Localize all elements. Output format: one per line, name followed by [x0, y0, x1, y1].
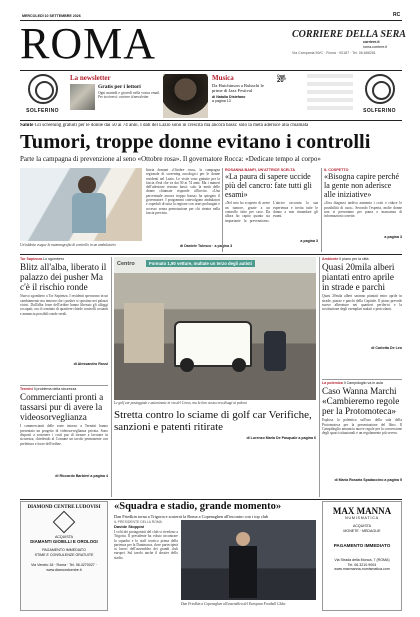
ad-left-buy: ACQUISTA [54, 535, 74, 539]
centro-label: Centro [117, 261, 135, 267]
newsletter-text: Gratis per i lettori [98, 84, 141, 90]
centro-author: di Lorenzo Maria De Pasquale [246, 436, 298, 440]
ad-right-address: Via Strada della Monca, 7 (ROMA) [334, 558, 390, 563]
centro-banner [114, 257, 316, 273]
photo-building [124, 303, 164, 363]
weather-temp: 20° [277, 78, 287, 85]
ad-left-pay: PAGAMENTO IMMEDIATO [42, 548, 86, 553]
commercianti-title: Commercianti pronti a tassarsi pur di avere la videosorveglianza [20, 392, 104, 423]
solferino-logo-icon-right [365, 74, 395, 104]
squadra-caption: Dan Friedkin a Copenaghen all'assemblea del European Football Clubs [181, 602, 286, 606]
sponsor-left[interactable] [20, 72, 65, 118]
ad-right-phone: Tel. 06.3210.9004 [347, 562, 377, 567]
diamond-icon [53, 511, 76, 534]
col3-article[interactable] [324, 168, 402, 252]
wheel-icon-2 [232, 358, 246, 372]
main-subheadline: Parte la campagna di prevenzione al seno «Ottobre rosa». Il governatore Rocca: «Dedicate tempo al corpo» [20, 155, 321, 163]
col2-kicker: ROSANNA BANFI, UN'ATTRICE SCELTA [225, 168, 295, 172]
kicker-text: Gli screening gratuiti per le donne dai 50 ai 74 anni. I dati del Lazio sono in crescita ma ancora bassi: solo la metà aderisce alla chiamata [34, 123, 309, 128]
squadra-byline: IL PRESIDENTE DELLA ROMA Davide Stoppini [114, 520, 162, 529]
tor-sapienza-article[interactable]: Tor Sapienza Lo sgombero Blitz all'alba, liberato il palazzo dei pusher Ma c'è il rischio ronde Nuovo sgombero a Tor Sapienza. I residenti speravano in un cambiamento ma temono che i pusher si spostino nei palazzi vicini. Dall'alba forze dell'ordine hanno liberato gli alloggi occupati; ora il comitato di quartiere chiede controlli costanti e annuncia possibili ronde serali. di Alessandro Rossi [20, 257, 108, 367]
weather-box [277, 74, 355, 118]
main-headline[interactable]: Tumori, troppe donne evitano i controlli [20, 131, 371, 153]
music-text: Da Hutchinson a Rubachi le prime di Jazz Festival [212, 83, 264, 94]
col3-title: «Bisogna capire perché la gente non aderisce alle iniziative» [324, 172, 400, 199]
col2-title: «La paura di sapere uccide più del cancro: fate tutti gli esami» [225, 172, 312, 199]
photo-figure-body [72, 193, 106, 233]
squadra-article[interactable] [114, 501, 316, 611]
col2-body: «Nel mio ho scoperto di avere un tumore, grazie a un controllo fatto per caso. Da allora ho capito quanto sia importante la prevenzione». L'attrice racconta la sua esperienza e invita tutte le donne a non rimandare gli esami. [225, 201, 318, 223]
ambiente-title: Quasi 20mila alberi piantati entro aprile in strade e parchi [322, 262, 395, 293]
ad-max-manna[interactable] [322, 501, 402, 611]
sponsor-right-label: SOLFERINO [363, 108, 396, 114]
music-author: di Natalia Distefano [212, 94, 246, 99]
tor-author: di Alessandro Rossi [73, 362, 108, 367]
caso-body: Esplosa la polemica sull'uso della sala della Protomoteca per la presentazione del libro. Il Campidoglio annuncia nuove regole per la concessione degli spazi istituzionali e un regolamento più severo. [322, 418, 402, 436]
newsletter-sub: Ogni martedì e giovedì nella vostra email. Per iscriversi: corriere.it/newsletter [98, 91, 160, 100]
ad-right-sub: NUMISMATICA [345, 516, 379, 520]
squadra-sub: Dan Friedkin torna a Trigoria e sosterrà la Roma a Copenaghen all'incontro con i top club [114, 513, 269, 519]
weather-table [307, 74, 353, 114]
corner-mark: RC [393, 12, 401, 18]
lead-photo [20, 168, 142, 241]
friedkin-photo [181, 520, 316, 600]
music-portrait [163, 74, 208, 118]
squadra-body: I volti dei protagonisti del club si rivedono a Trigoria. Il presidente ha voluto incontrare la squadra e lo staff tecnico prima della partenza per la Danimarca, dove parteciperà ai lavori dell'assemblea dei grandi club europei. Sul tavolo anche il dossier dello stadio. [114, 530, 178, 560]
lead-page: di Daniele Tolesco · a pagina 3 [180, 244, 233, 248]
issue-date: MERCOLEDÌ 10 SETTEMBRE 2026 [22, 14, 81, 18]
paper-name: CORRIERE DELLA SERA [292, 29, 406, 40]
golf-photo-caption: Le golf car posteggiate e autorizzate in via del Corso, ma la loro sosta crea disagi ai pedoni [114, 401, 247, 405]
ad-right-title: MAX MANNA [332, 506, 392, 516]
col2-page: a pagina 3 [300, 239, 318, 244]
col2-article[interactable] [225, 168, 318, 252]
site-link[interactable]: corriere.it [363, 40, 380, 44]
centro-tag: Formato 1,90 vetture, multate un terzo degli autisti [146, 260, 255, 267]
commercianti-article[interactable]: Termini Il problema della sicurezza Commercianti pronti a tassarsi pur di avere la videosorveglianza I commercianti delle zone intorno a Termini hanno presentato un progetto di videosorveglianza privata. Sono disposti a sostenere i costi pur di tornare a lavorare in sicurezza, chiedendo al Comune un tavolo permanente con prefettura e forze dell'ordine. di Riccardo Barbieri a pagina 4 [20, 387, 108, 479]
lead-body: Inizia domani «Ottobre rosa», la campagna regionale di screening oncologici per le donne residenti nel Lazio. Le visite sono gratuite per la fascia d'età che va dai 50 ai 74 anni. Ma i numeri dell'adesione restano bassi: solo la metà delle donne chiamate risponde all'invito. «Una percentuale ancora troppo bassa» ha spiegato il governatore. I programmi coinvolgono ambulatori e ospedali di tutta la regione con orari prolungati e accesso senza prenotazione per chi rientra nella fascia prevista. [146, 168, 220, 215]
ad-right-web[interactable]: www.maxmanna-numismatica.com [334, 567, 390, 572]
music-promo[interactable] [212, 74, 274, 118]
centro-page: a pagina 6 [298, 436, 316, 440]
photo-head [236, 532, 250, 546]
photo-figure [78, 176, 96, 194]
weather-label: Oggi [277, 74, 286, 78]
golf-car-photo [114, 273, 316, 400]
lead-kicker [20, 123, 402, 128]
ad-left-address: Via Veneto 18 · Roma · Tel. 06.4270027 · www.diamondcentre.it [31, 563, 97, 572]
sponsor-left-label: SOLFERINO [26, 108, 59, 114]
col3-kicker: IL COSPETTO [324, 168, 349, 172]
site-sub-link[interactable]: roma.corriere.it [363, 45, 388, 49]
lead-photo-caption: Un'addetta esegue la mammografia di controllo in un ambulatorio [20, 243, 116, 247]
ad-left-service: STIME E CONSULENZE GRATUITE [34, 552, 94, 557]
music-page: a pagina 13 [212, 99, 231, 104]
newsletter-image [70, 84, 95, 110]
masthead-address: Via Campania 59/C · Roma · 00187 · Tel. 06.688281 [292, 51, 376, 55]
col3-page: a pagina 3 [384, 235, 402, 240]
ambiente-body: Quasi 20mila alberi saranno piantati entro aprile in strade, piazze e parchi della Capitale. Il piano prevede nuove alberature nei quartieri periferici e la sostituzione degli esemplari malati o pericolanti. [322, 294, 402, 312]
squadra-title: «Squadra e stadio, grande momento» [114, 501, 282, 512]
col3-body: «Una diagnosi tardiva aumenta i costi e riduce le possibilità di cura». Secondo l'esperta, molte donne non si presentano per paura o mancanza di informazioni corrette. [324, 201, 402, 219]
photo-person [264, 331, 286, 371]
ad-right-pay: PAGAMENTO IMMEDIATO [333, 543, 391, 549]
ad-left-items: DIAMANTI GIOIELLI E OROLOGI [30, 539, 98, 545]
newsletter-title: La newsletter [70, 74, 111, 82]
kicker-label: Salute [20, 123, 34, 128]
ambiente-article[interactable]: Ambiente Il piano per la città Quasi 20mila alberi piantati entro aprile in strade e parchi Quasi 20mila alberi saranno piantati entro aprile in strade, piazze e parchi della Capitale. Il piano prevede nuove alberature nei quartieri periferici e la sostituzione degli esemplari malati o pericolanti. di Carlotta De Leo [322, 257, 402, 351]
caso-title: Caso Wanna Marchi «Cambieremo regole per la Protomoteca» [322, 386, 400, 417]
ad-diamond-centre[interactable] [20, 501, 108, 611]
wheel-icon [180, 358, 194, 372]
solferino-logo-icon [28, 74, 58, 104]
tor-body: Nuovo sgombero a Tor Sapienza. I residenti speravano in un cambiamento ma temono che i pusher si spostino nei palazzi vicini. Dall'alba forze dell'ordine hanno liberato gli alloggi occupati; ora il comitato di quartiere chiede controlli costanti e annuncia possibili ronde serali. [20, 294, 108, 316]
centro-headline[interactable]: Stretta contro lo sciame di golf car Verifiche, sanzioni e patenti ritirate [114, 409, 312, 433]
commercianti-body: I commercianti delle zone intorno a Termini hanno presentato un progetto di videosorveglianza privata. Sono disposti a sostenere i costi pur di tornare a lavorare in sicurezza, chiedendo al Comune un tavolo permanente con prefettura e forze dell'ordine. [20, 424, 108, 446]
ad-right-items: MONETE · MEDAGLIE [343, 528, 381, 533]
caso-article[interactable]: La polemica Il Campidoglio va in aula Caso Wanna Marchi «Cambieremo regole per la Protomoteca» Esplosa la polemica sull'uso della sala della Protomoteca per la presentazione del libro. Il Campidoglio annuncia nuove regole per la concessione degli spazi istituzionali e un regolamento più severo. di Maria Rosaria Spadaccino a pagina 5 [322, 381, 402, 483]
sponsor-right[interactable] [357, 72, 402, 118]
ad-right-buy: ACQUISTA [352, 524, 372, 529]
music-title: Musica [212, 74, 234, 82]
newsletter-promo[interactable] [70, 74, 160, 118]
ad-left-title: DIAMOND CENTRE LUDOVISI [27, 505, 101, 510]
tor-title: Blitz all'alba, liberato il palazzo dei pusher Ma c'è il rischio ronde [20, 262, 107, 293]
photo-suit [229, 546, 257, 598]
ambiente-author: di Carlotta De Leo [371, 346, 402, 351]
masthead-title: ROMA [20, 19, 157, 68]
